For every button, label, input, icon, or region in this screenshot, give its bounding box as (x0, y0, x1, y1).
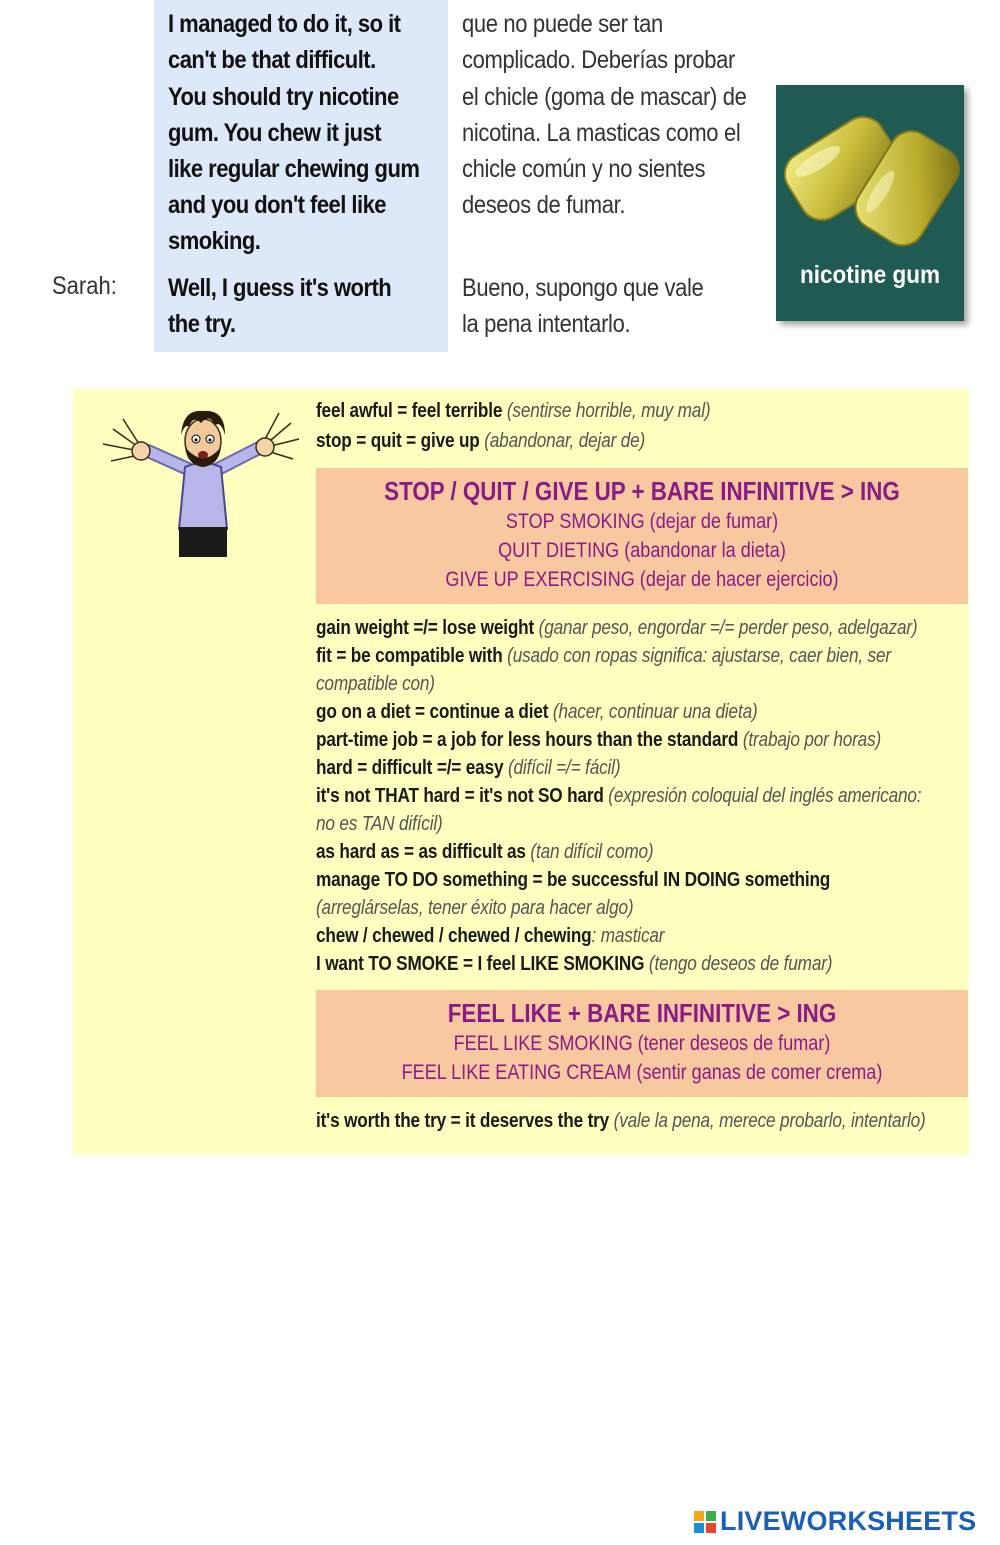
spanish-line: el chicle (goma de mascar) de (462, 83, 747, 111)
vocab-entry (316, 645, 891, 668)
vocab-gloss: compatible con) (316, 673, 435, 695)
rule-example: FEEL LIKE SMOKING (tener deseos de fumar) (453, 1032, 831, 1055)
rule-example: STOP SMOKING (dejar de fumar) (505, 510, 779, 533)
english-line: I managed to do it, so it (168, 10, 401, 38)
rule-heading: FEEL LIKE + BARE INFINITIVE > ING (447, 998, 837, 1028)
vocab-gloss: (abandonar, dejar de) (484, 430, 646, 452)
vocab-term: gain weight =/= lose weight (316, 617, 535, 639)
english-line: can't be that difficult. (168, 46, 376, 74)
logo-text: LIVEWORKSHEETS (720, 1506, 977, 1536)
logo-mark-icon (694, 1511, 716, 1533)
vocab-term: manage TO DO something = be successful IN DOING something (316, 869, 831, 891)
english-line: and you don't feel like (168, 191, 387, 219)
vocab-term: feel awful = feel terrible (316, 400, 503, 422)
vocab-term: chew / chewed / chewed / chewing (316, 925, 592, 947)
vocab-gloss: (trabajo por horas) (742, 729, 882, 751)
vocab-entry (316, 953, 832, 976)
vocab-term: I want TO SMOKE = I feel LIKE SMOKING (316, 953, 645, 975)
vocab-entry (316, 841, 653, 864)
vocab-gloss: (sentirse horrible, muy mal) (506, 400, 711, 422)
spanish-line: nicotina. La masticas como el (462, 119, 741, 147)
spanish-line: chicle común y no sientes (462, 155, 706, 183)
english-line: gum. You chew it just (168, 119, 382, 147)
vocab-term: it's not THAT hard = it's not SO hard (316, 785, 604, 807)
cartoon-man-icon (93, 399, 303, 559)
vocab-gloss: (expresión coloquial del inglés americano: (608, 785, 922, 807)
spanish-line: complicado. Deberías probar (462, 46, 735, 74)
speaker-label: Sarah: (52, 272, 117, 300)
rule-box-stop-quit (316, 468, 968, 604)
vocab-term: as hard as = as difficult as (316, 841, 526, 863)
vocab-entry (316, 430, 645, 453)
spanish-reply-line: la pena intentarlo. (462, 310, 631, 338)
spanish-line: que no puede ser tan (462, 10, 663, 38)
vocab-gloss: (usado con ropas significa: ajustarse, caer bien, ser (507, 645, 891, 667)
vocab-gloss: (vale la pena, merece probarlo, intentarlo) (613, 1110, 926, 1132)
vocab-entry (316, 400, 710, 423)
vocab-entry (316, 785, 921, 808)
vocab-entry (316, 729, 881, 752)
rule-heading: STOP / QUIT / GIVE UP + BARE INFINITIVE > ING (384, 476, 900, 506)
vocab-gloss: : masticar (591, 925, 665, 947)
vocab-term: it's worth the try = it deserves the try (316, 1110, 610, 1132)
vocab-entry (316, 617, 917, 640)
nicotine-gum-image (776, 85, 964, 321)
rule-example: GIVE UP EXERCISING (dejar de hacer ejercicio) (445, 568, 839, 591)
vocab-gloss: (tan difícil como) (530, 841, 654, 863)
spanish-line: deseos de fumar. (462, 191, 626, 219)
rule-example: FEEL LIKE EATING CREAM (sentir ganas de comer crema) (401, 1061, 883, 1084)
vocab-gloss: (tengo deseos de fumar) (648, 953, 833, 975)
vocab-gloss: no es TAN difícil) (316, 813, 443, 835)
vocab-gloss: (ganar peso, engordar =/= perder peso, adelgazar) (538, 617, 918, 639)
english-line: smoking. (168, 227, 261, 255)
vocab-entry (316, 1110, 926, 1133)
liveworksheets-logo[interactable] (694, 1506, 976, 1537)
gum-caption: nicotine gum (799, 261, 941, 289)
vocab-term: stop = quit = give up (316, 430, 480, 452)
gum-pieces-icon (776, 85, 964, 255)
vocab-term: fit = be compatible with (316, 645, 503, 667)
vocab-entry (316, 701, 758, 724)
english-reply-line: the try. (168, 310, 236, 338)
english-line: like regular chewing gum (168, 155, 420, 183)
vocab-term: part-time job = a job for less hours than the standard (316, 729, 739, 751)
vocab-entry-continued (316, 813, 443, 836)
vocab-entry (316, 869, 830, 892)
vocab-gloss: (hacer, continuar una dieta) (552, 701, 758, 723)
english-reply-line: Well, I guess it's worth (168, 274, 392, 302)
vocab-entry (316, 925, 664, 948)
vocab-gloss: (difícil =/= fácil) (507, 757, 621, 779)
vocab-term: hard = difficult =/= easy (316, 757, 504, 779)
vocab-gloss: (arreglárselas, tener éxito para hacer algo) (316, 897, 634, 919)
rule-example: QUIT DIETING (abandonar la dieta) (498, 539, 786, 562)
vocab-entry-continued (316, 673, 435, 696)
spanish-reply-line: Bueno, supongo que vale (462, 274, 704, 302)
english-line: You should try nicotine (168, 83, 399, 111)
vocab-term: go on a diet = continue a diet (316, 701, 549, 723)
vocab-entry-continued (316, 897, 633, 920)
vocab-entry (316, 757, 620, 780)
rule-box-feel-like (316, 990, 968, 1097)
